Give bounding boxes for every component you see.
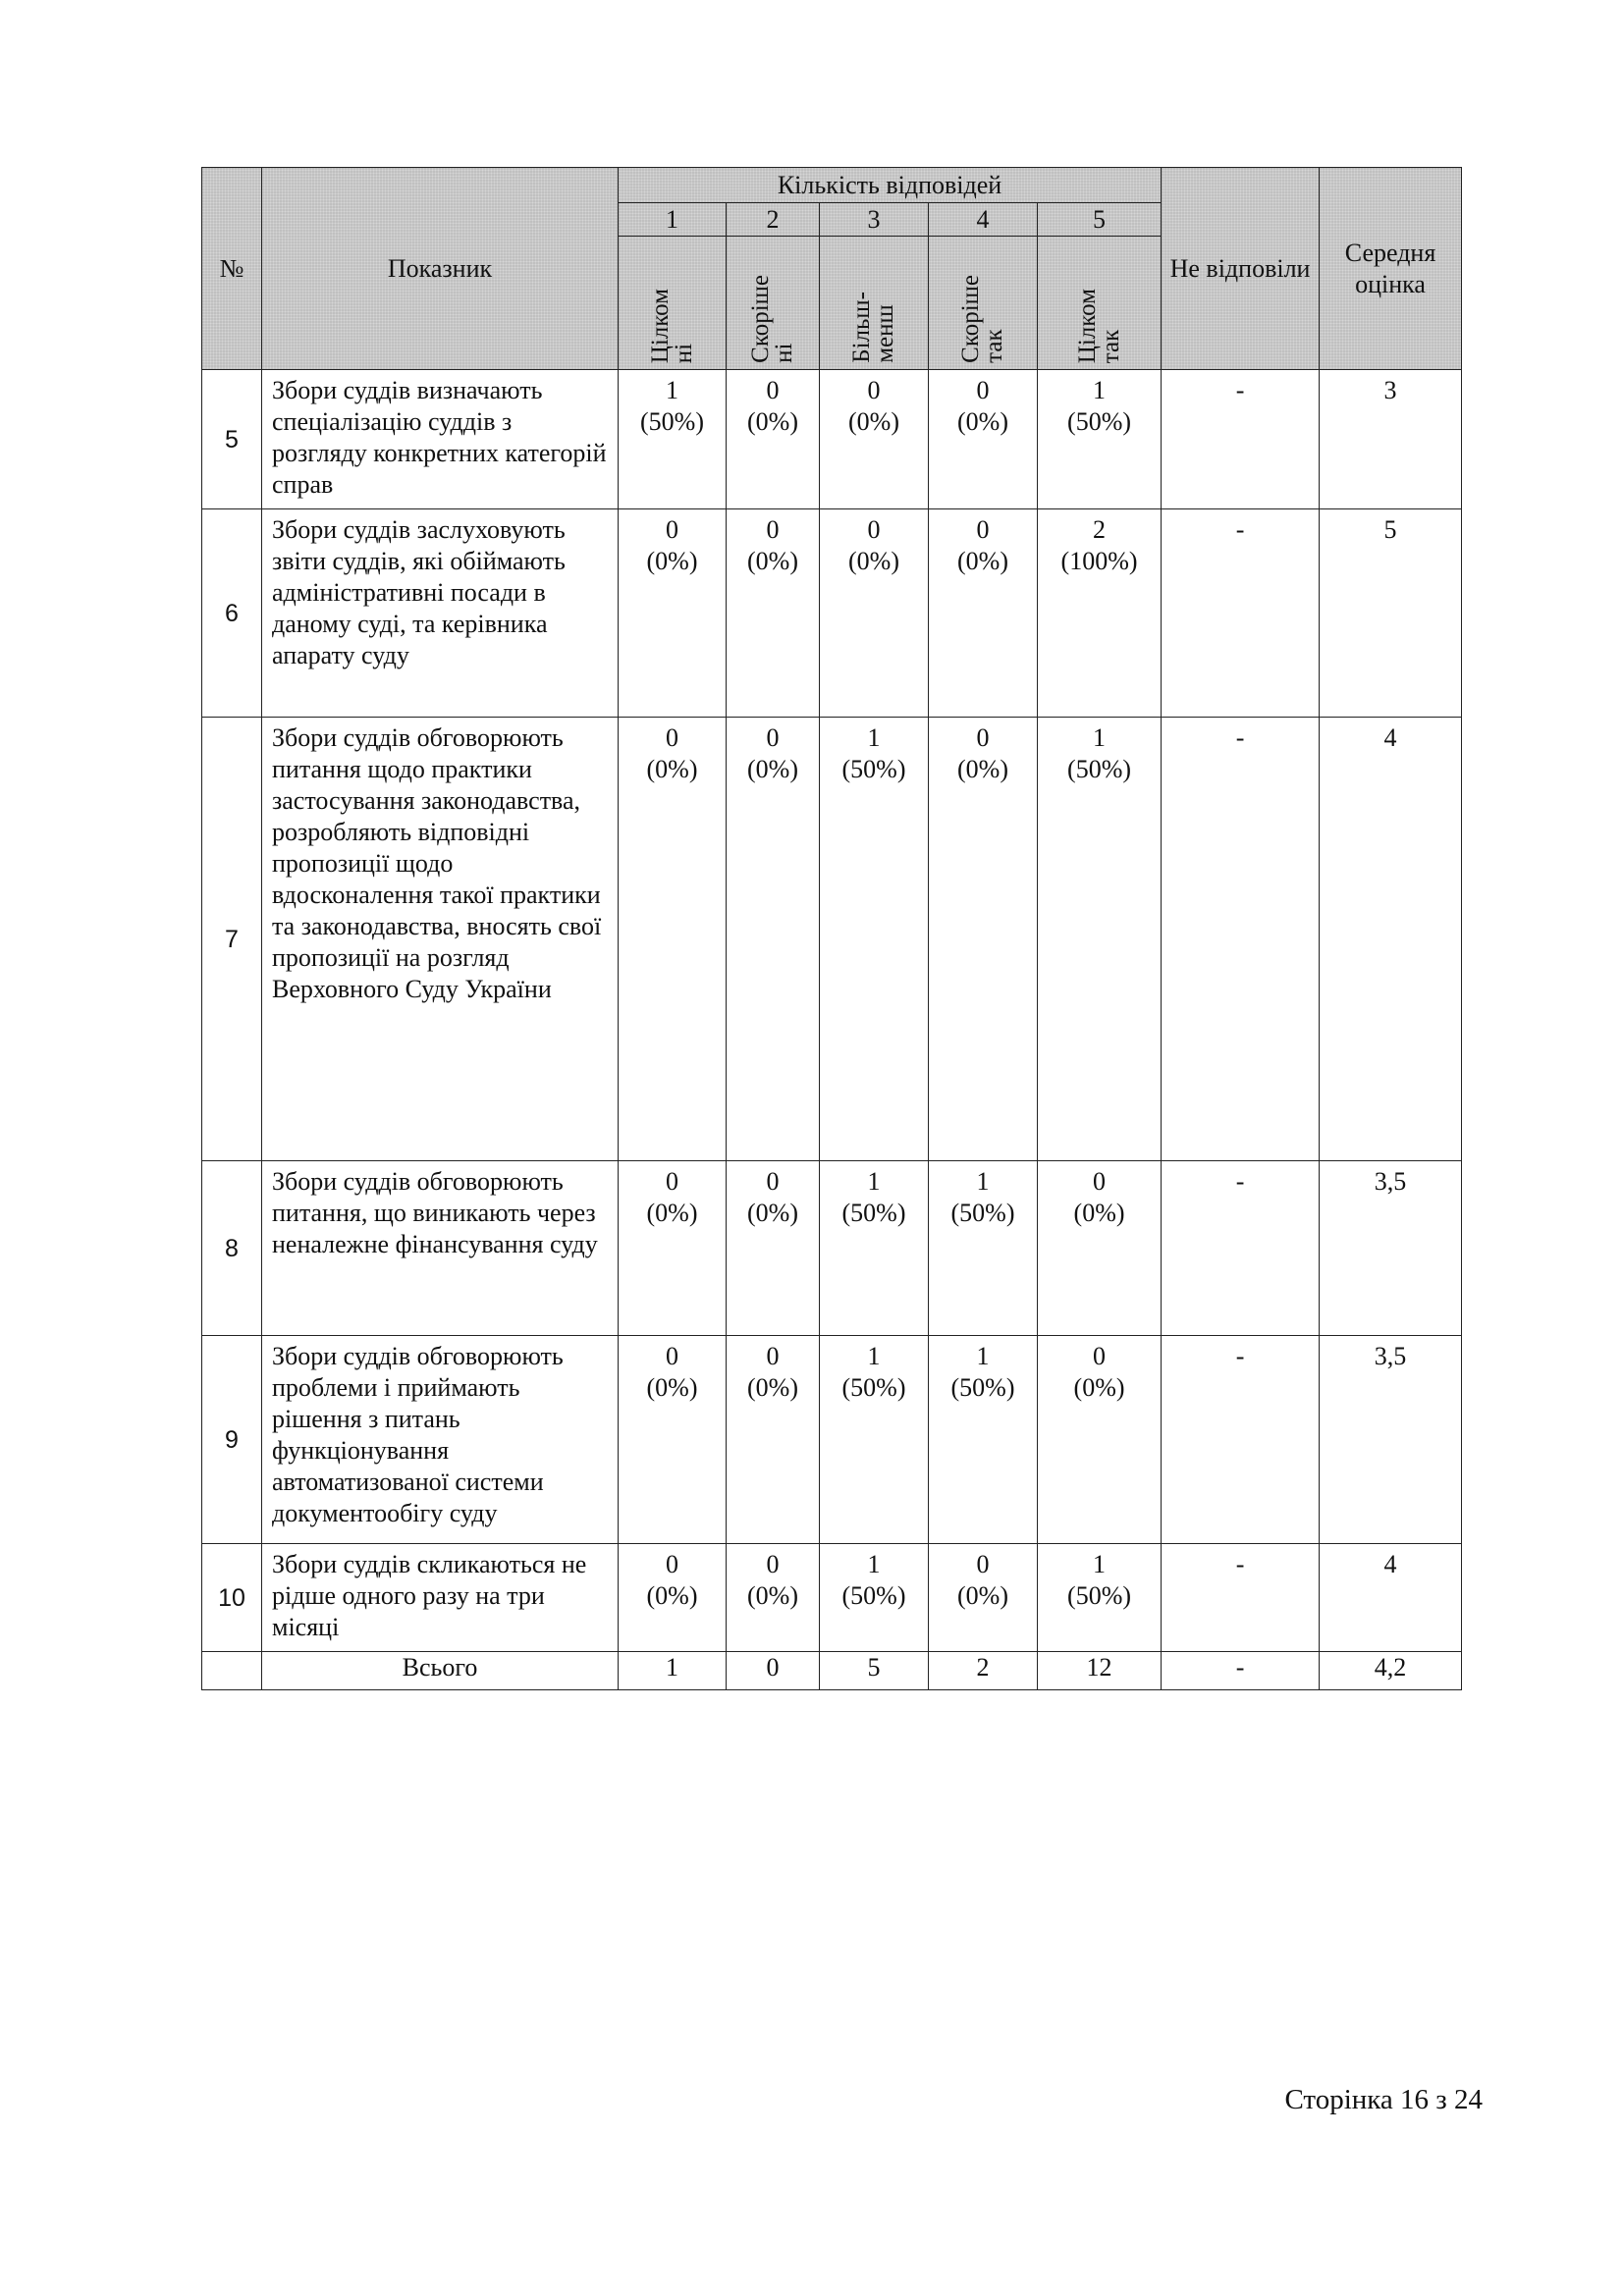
response-count-cell	[727, 509, 820, 718]
response-percent: (0%)	[957, 407, 1008, 436]
response-count: 0	[666, 1342, 678, 1370]
response-percent: (0%)	[1073, 1373, 1125, 1402]
header-scale-2: 2	[727, 203, 820, 237]
response-percent: (0%)	[957, 547, 1008, 575]
average-score-cell: 4	[1320, 1544, 1462, 1652]
response-count: 1	[976, 1342, 990, 1370]
response-count-cell	[929, 718, 1038, 1161]
table-body	[202, 370, 1462, 1690]
response-count-cell	[929, 370, 1038, 509]
response-count-cell	[1038, 1336, 1162, 1544]
header-scale-3: 3	[820, 203, 929, 237]
total-number-cell	[202, 1652, 262, 1690]
response-percent: (100%)	[1060, 547, 1138, 575]
response-percent: (0%)	[646, 1581, 698, 1610]
response-count: 0	[666, 1550, 678, 1578]
response-count-cell	[1038, 509, 1162, 718]
response-count-cell	[727, 1161, 820, 1336]
indicator-text: Збори суддів визначають спеціалізацію суддів з розгляду конкретних категорій справ	[262, 370, 619, 509]
response-percent: (50%)	[1067, 755, 1132, 783]
response-count-cell	[1038, 1161, 1162, 1336]
response-count: 1	[867, 1550, 881, 1578]
page-number: Сторінка 16 з 24	[1284, 2084, 1483, 2115]
response-percent: (50%)	[950, 1199, 1015, 1227]
response-count: 0	[976, 723, 990, 752]
response-count: 1	[1093, 1550, 1107, 1578]
response-count-cell	[1038, 370, 1162, 509]
response-percent: (0%)	[747, 1199, 798, 1227]
response-count-cell	[727, 1544, 820, 1652]
header-scale-5: 5	[1038, 203, 1162, 237]
response-count: 0	[867, 515, 881, 544]
response-count-cell	[619, 1544, 727, 1652]
response-percent: (0%)	[1073, 1199, 1125, 1227]
total-count-cell: 1	[619, 1652, 727, 1690]
response-count: 0	[766, 1550, 780, 1578]
average-score-cell: 3,5	[1320, 1336, 1462, 1544]
no-answer-cell: -	[1162, 509, 1320, 718]
response-percent: (0%)	[646, 1373, 698, 1402]
response-percent: (0%)	[646, 547, 698, 575]
response-count-cell	[727, 1336, 820, 1544]
response-count: 0	[666, 1167, 678, 1196]
average-score-cell: 4	[1320, 718, 1462, 1161]
response-count: 0	[666, 515, 678, 544]
response-count-cell	[820, 718, 929, 1161]
response-count-cell	[929, 1161, 1038, 1336]
response-percent: (50%)	[1067, 407, 1132, 436]
response-count: 0	[976, 515, 990, 544]
header-scale-label-1: Цілком ні	[619, 237, 727, 370]
response-percent: (0%)	[848, 547, 899, 575]
response-count: 2	[1093, 515, 1107, 544]
no-answer-cell: -	[1162, 1336, 1320, 1544]
response-percent: (50%)	[841, 1373, 906, 1402]
response-count-cell	[619, 509, 727, 718]
header-scale-4: 4	[929, 203, 1038, 237]
response-percent: (0%)	[646, 755, 698, 783]
indicator-text: Збори суддів скликаються не рідше одного разу на три місяці	[262, 1544, 619, 1652]
no-answer-cell: -	[1162, 370, 1320, 509]
response-percent: (0%)	[848, 407, 899, 436]
response-count-cell	[727, 718, 820, 1161]
total-no-answer-cell: -	[1162, 1652, 1320, 1690]
response-count: 0	[766, 376, 780, 404]
total-count-cell: 2	[929, 1652, 1038, 1690]
total-count-cell: 12	[1038, 1652, 1162, 1690]
row-number: 6	[202, 509, 262, 718]
survey-results-table	[201, 167, 1462, 1690]
response-count: 1	[666, 376, 678, 404]
response-count: 0	[766, 515, 780, 544]
response-count-cell	[820, 1544, 929, 1652]
response-percent: (0%)	[957, 755, 1008, 783]
table-row	[202, 370, 1462, 509]
header-no-answer: Не відповіли	[1162, 168, 1320, 370]
response-percent: (50%)	[1067, 1581, 1132, 1610]
response-count-cell	[820, 1161, 929, 1336]
row-number: 7	[202, 718, 262, 1161]
response-percent: (0%)	[646, 1199, 698, 1227]
indicator-text: Збори суддів обговорюють проблеми і приймають рішення з питань функціонування автоматизованої системи документообігу суду	[262, 1336, 619, 1544]
header-scale-1: 1	[619, 203, 727, 237]
total-count-cell: 0	[727, 1652, 820, 1690]
response-count-cell	[820, 1336, 929, 1544]
table-row	[202, 1544, 1462, 1652]
response-count-cell	[1038, 718, 1162, 1161]
response-count: 1	[867, 723, 881, 752]
header-average-score: Середня оцінка	[1320, 168, 1462, 370]
row-number: 8	[202, 1161, 262, 1336]
header-indicator: Показник	[262, 168, 619, 370]
indicator-text: Збори суддів обговорюють питання щодо практики застосування законодавства, розробляють відповідні пропозиції щодо вдосконалення такої практики та законодавства, вносять свої пропозиції на розгляд Верховного Суду України	[262, 718, 619, 1161]
table-row	[202, 1336, 1462, 1544]
response-count-cell	[1038, 1544, 1162, 1652]
response-percent: (0%)	[747, 1581, 798, 1610]
response-count: 0	[976, 376, 990, 404]
response-count: 1	[1093, 376, 1107, 404]
header-number: №	[202, 168, 262, 370]
header-response-count: Кількість відповідей	[619, 168, 1162, 203]
table-row	[202, 718, 1462, 1161]
response-count: 1	[867, 1167, 881, 1196]
response-percent: (0%)	[957, 1581, 1008, 1610]
response-count: 0	[666, 723, 678, 752]
row-number: 9	[202, 1336, 262, 1544]
response-count: 1	[1093, 723, 1107, 752]
response-count-cell	[727, 370, 820, 509]
response-count: 0	[976, 1550, 990, 1578]
response-percent: (50%)	[841, 755, 906, 783]
total-label: Всього	[262, 1652, 619, 1690]
average-score-cell: 3	[1320, 370, 1462, 509]
total-count-cell: 5	[820, 1652, 929, 1690]
response-percent: (50%)	[841, 1581, 906, 1610]
response-count-cell	[619, 1161, 727, 1336]
response-percent: (50%)	[841, 1199, 906, 1227]
no-answer-cell: -	[1162, 1161, 1320, 1336]
response-count-cell	[929, 1336, 1038, 1544]
indicator-text: Збори суддів заслуховують звіти суддів, які обіймають адміністративні посади в даному суді, та керівника апарату суду	[262, 509, 619, 718]
table-row	[202, 509, 1462, 718]
response-count: 0	[1093, 1167, 1107, 1196]
row-number: 5	[202, 370, 262, 509]
average-score-cell: 5	[1320, 509, 1462, 718]
header-scale-label-5: Цілком так	[1038, 237, 1162, 370]
response-count-cell	[619, 1336, 727, 1544]
response-count: 0	[1093, 1342, 1107, 1370]
response-count-cell	[820, 509, 929, 718]
header-scale-label-3: Більш- менш	[820, 237, 929, 370]
response-count: 0	[867, 376, 881, 404]
response-count-cell	[929, 1544, 1038, 1652]
response-count-cell	[619, 718, 727, 1161]
response-count: 0	[766, 723, 780, 752]
response-percent: (50%)	[950, 1373, 1015, 1402]
response-percent: (0%)	[747, 407, 798, 436]
response-count-cell	[619, 370, 727, 509]
no-answer-cell: -	[1162, 718, 1320, 1161]
total-row	[202, 1652, 1462, 1690]
response-count: 0	[766, 1342, 780, 1370]
header-scale-label-4: Скоріше так	[929, 237, 1038, 370]
response-count: 1	[867, 1342, 881, 1370]
indicator-text: Збори суддів обговорюють питання, що виникають через неналежне фінансування суду	[262, 1161, 619, 1336]
response-percent: (0%)	[747, 1373, 798, 1402]
row-number: 10	[202, 1544, 262, 1652]
total-average-score-cell: 4,2	[1320, 1652, 1462, 1690]
no-answer-cell: -	[1162, 1544, 1320, 1652]
average-score-cell: 3,5	[1320, 1161, 1462, 1336]
response-count-cell	[929, 509, 1038, 718]
response-count: 1	[976, 1167, 990, 1196]
response-percent: (0%)	[747, 547, 798, 575]
table-row	[202, 1161, 1462, 1336]
response-percent: (50%)	[640, 407, 704, 436]
response-count-cell	[820, 370, 929, 509]
response-percent: (0%)	[747, 755, 798, 783]
response-count: 0	[766, 1167, 780, 1196]
header-scale-label-2: Скоріше ні	[727, 237, 820, 370]
